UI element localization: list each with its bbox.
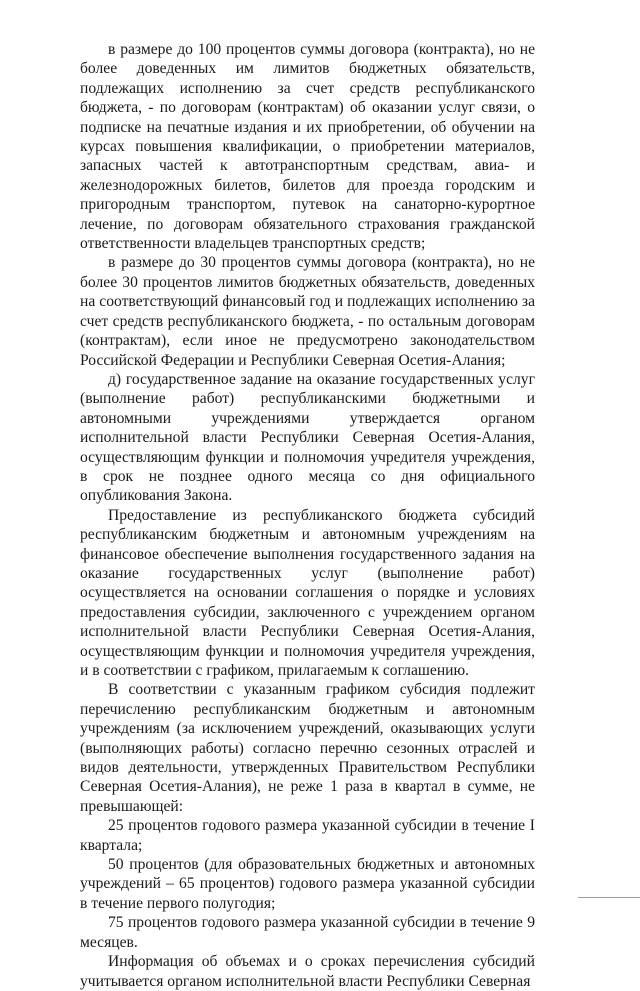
paragraph-information: Информация об объемах и о сроках перечисления субсидий учитывается органом исполнительной власти Республики Северная	[80, 953, 535, 990]
paragraph-25-percent: 25 процентов годового размера указанной субсидии в течение I квартала;	[80, 817, 535, 854]
paragraph-50-percent: 50 процентов (для образовательных бюджетных и автономных учреждений – 65 процентов) годового размера указанной субсидии в течение первого полугодия;	[80, 856, 535, 912]
paragraph-75-percent: 75 процентов годового размера указанной субсидии в течение 9 месяцев.	[80, 914, 535, 951]
paragraph-advance-100-percent: в размере до 100 процентов суммы договора (контракта), но не более доведенных им лимитов бюджетных обязательств, подлежащих исполнению за счет средств республиканского бюджета, - по договорам (контрактам) об оказании услуг связи, о подписке на печатные издания и их приобретении, об обучении на курсах повышения квалификации, о приобретении материалов, запасных частей к автотранспортным средствам, авиа- и железнодорожных билетов, билетов для проезда городским и пригородным транспортом, путевок на санаторно-курортное лечение, по договорам обязательного страхования гражданской ответственности владельцев транспортных средств;	[80, 41, 535, 253]
document-page	[80, 40, 535, 991]
paragraph-subsidy-schedule: В соответствии с указанным графиком субсидия подлежит перечислению республиканским бюджетным и автономным учреждениям (за исключением учреждений, оказывающих услуги (выполняющих работы) согласно перечню сезонных отраслей и видов деятельности, утвержденных Правительством Республики Северная Осетия-Алания), не реже 1 раза в квартал в сумме, не превышающей:	[80, 681, 535, 815]
paragraph-state-assignment: д) государственное задание на оказание государственных услуг (выполнение работ) республиканскими бюджетными и автономными учреждениями утверждается органом исполнительной власти Республики Северная Осетия-Алания, осуществляющим функции и полномочия учредителя учреждения, в срок не позднее одного месяца со дня официального опубликования Закона.	[80, 370, 535, 505]
footer-rule	[578, 897, 640, 898]
paragraph-advance-30-percent: в размере до 30 процентов суммы договора (контракта), но не более 30 процентов лимитов бюджетных обязательств, доведенных на соответствующий финансовый год и подлежащих исполнению за счет средств республиканского бюджета, - по остальным договорам (контрактам), если иное не предусмотрено законодательством Российской Федерации и Республики Северная Осетия-Алания;	[80, 254, 535, 369]
paragraph-subsidy-provision: Предоставление из республиканского бюджета субсидий республиканским бюджетным и автономным учреждениям на финансовое обеспечение выполнения государственного задания на оказание государственных услуг (выполнение работ) осуществляется на основании соглашения о порядке и условиях предоставления субсидии, заключенного с учреждением органом исполнительной власти Республики Северная Осетия-Алания, осуществляющим функции и полномочия учредителя учреждения, и в соответствии с графиком, прилагаемым к соглашению.	[80, 506, 535, 679]
